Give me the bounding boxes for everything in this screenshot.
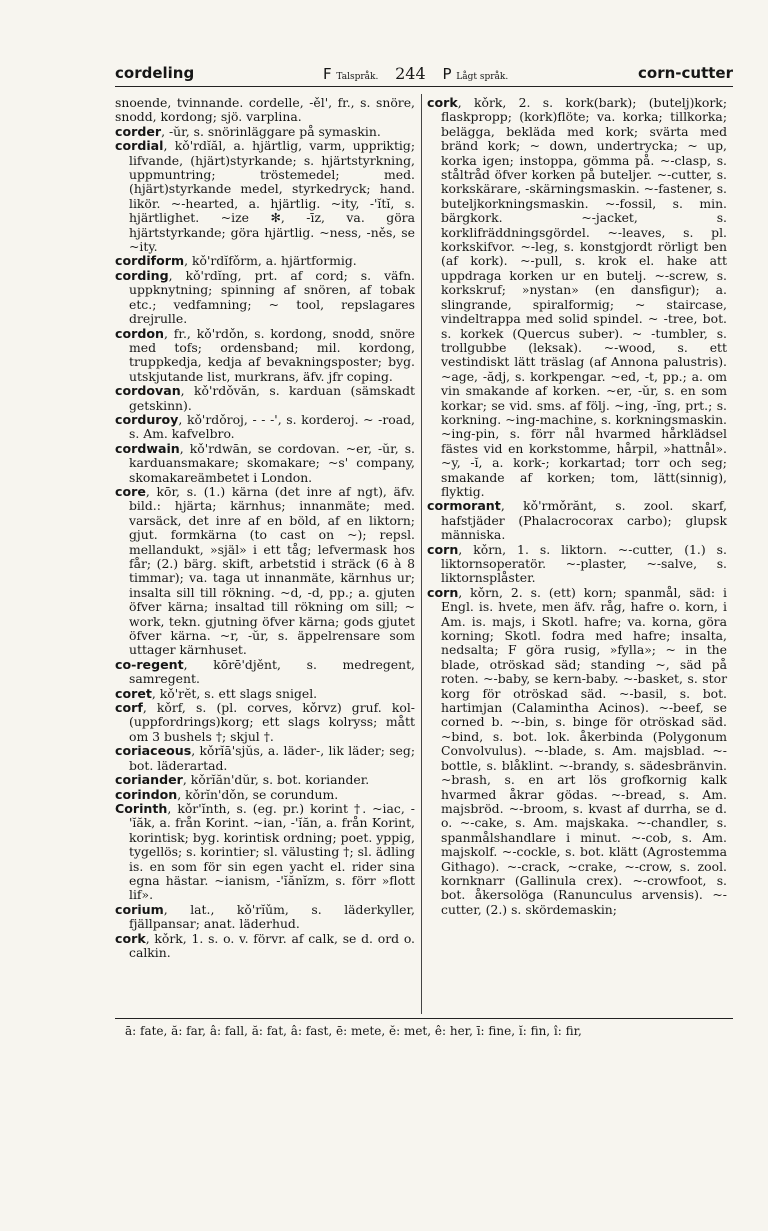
headword: cordial xyxy=(115,138,164,154)
page-header xyxy=(115,60,733,87)
dictionary-entry: corindon, kǒrĭn'dǒn, se corundum. xyxy=(115,786,339,802)
right-column xyxy=(427,96,727,917)
headword: cordovan xyxy=(115,383,181,399)
dictionary-entry: cordon, fr., kǒ'rdǒn, s. kordong, snodd, snöre med tofs; ordensband; mil. kordong, truppkedja, kedja af bevakningsposter; byg. utskjutande list, murkrans, äfv. jfr coping. xyxy=(115,325,415,384)
headword: cordwain xyxy=(115,440,180,456)
headword: corium xyxy=(115,901,164,917)
headword: cork xyxy=(427,95,458,110)
column-divider xyxy=(421,94,422,1014)
dictionary-entry: Corinth, kǒr'ĭnth, s. (eg. pr.) korint †. ~iac, -'ĭăk, a. från Korint. ~ian, -'ĭăn, a. från Korint, korintisk; byg. korintisk ordning; poet. yppig, tygellös; s. korintier; sl. välusting †; sl. ädling is. en som för sin egen yacht el. rider sina egna hästar. ~ianism, -'ĭănĭzm, s. förr »flott lif». xyxy=(115,800,415,903)
headword: corindon xyxy=(115,786,178,802)
legend-label-lagt-sprak: Lågt språk. xyxy=(456,72,509,82)
dictionary-entry: cording, kǒ'rdĭng, prt. af cord; s. väfn. uppknytning; spinning af snören, af tobak etc.; vedfamning; ~ tool, repslagares drejrulle. xyxy=(115,267,415,327)
header-legend xyxy=(323,64,508,83)
dictionary-entry: cork, kǒrk, 1. s. o. v. förvr. af calk, se d. ord o. calkin. xyxy=(115,930,415,960)
dictionary-entry: corium, lat., kǒ'rĭǔm, s. läderkyller, fjällpansar; anat. läderhud. xyxy=(115,901,415,932)
headword: coriaceous xyxy=(115,743,192,759)
pronunciation-key: ā: fate, ă: far, â: fall, ă: fat, â: fast, ē: mete, ĕ: met, ê: her, ī: fine, ĭ: fin, î: fir, xyxy=(125,1024,582,1038)
dictionary-entry: coret, kǒ'rĕt, s. ett slags snigel. xyxy=(115,685,318,701)
dictionary-entry: coriaceous, kǒrĭā'sjŭs, a. läder-, lik läder; seg; bot. läderartad. xyxy=(115,743,415,773)
dictionary-entry: core, kōr, s. (1.) kärna (det inre af ngt), äfv. bild.: hjärta; kärnhus; innanmäte; med. varsäck, det inre af en böld, af en liktorn; gjut. formkärna (to cast on ~); repsl. mellandukt, »själ» i ett tåg; lefvermask hos får; (2.) bärg. skift, arbetstid i sträck (6 à 8 timmar); va. taga ut innanmäte, kärnhus ur; insalta sill till rökning. ~d, -d, pp.; a. gjuten öfver kärna; insaltad till rökning om sill; ~ work, tekn. gjutning öfver kärna; gods gjutet öfver kärna. ~r, -ŭr, s. äppelrensare som uttager kärnhuset. xyxy=(115,483,415,658)
headword: corduroy xyxy=(115,411,179,427)
headword: cork xyxy=(115,930,146,946)
headword: cormorant xyxy=(427,498,501,514)
page-number: 244 xyxy=(395,64,426,83)
dictionary-entry: cormorant, kǒ'rmǒrănt, s. zool. skarf, hafstjäder (Phalacrocorax carbo); glupsk människa. xyxy=(427,498,727,543)
legend-letter-f: F xyxy=(323,65,332,83)
dictionary-entry: cordial, kǒ'rdĭăl, a. hjärtlig, varm, uppriktig; lifvande, (hjärt)styrkande; s. hjärtstyrkning, uppmuntring; tröstemedel; med. (hjärt)styrkande medel, styrkedryck; hand. likör. ~-hearted, a. hjärtlig. ~ity, -'ĭtĭ, s. hjärtlighet. ~ize ✻, -īz, va. göra hjärtstyrkande; göra hjärtlig. ~ness, -něs, se ~ity. xyxy=(115,138,415,255)
guide-word-right: corn-cutter xyxy=(638,64,733,82)
dictionary-entry: corn, kǒrn, 1. s. liktorn. ~-cutter, (1.) s. liktornsoperatör. ~-plaster, ~-salve, s. liktornsplåster. xyxy=(427,541,727,586)
dictionary-entry: coriander, kǒrĭăn'dŭr, s. bot. koriander. xyxy=(115,772,370,788)
headword: corn xyxy=(427,541,459,557)
headword: co-regent xyxy=(115,656,184,672)
left-column xyxy=(115,96,415,960)
headword: cording xyxy=(115,267,169,283)
dictionary-entry: corduroy, kǒ'rdǒroj, - - -', s. korderoj. ~ -road, s. Am. kafvelbro. xyxy=(115,411,415,442)
dictionary-entry: snoende, tvinnande. cordelle, -ěl', fr., s. snöre, snodd, kordong; sjö. varplina. xyxy=(115,95,415,125)
headword: coriander xyxy=(115,772,183,788)
dictionary-entry: corf, kǒrf, s. (pl. corves, kǒrvz) gruf. kol- (uppfordrings)korg; ett slags kolryss; mått om 3 bushels †; skjul †. xyxy=(115,700,415,744)
headword: cordon xyxy=(115,325,164,341)
headword: Corinth xyxy=(115,800,168,816)
legend-label-talsprak: Talspråk. xyxy=(336,72,379,82)
footer-rule xyxy=(115,1018,733,1019)
dictionary-entry: cordiform, kǒ'rdĭfǒrm, a. hjärtformig. xyxy=(115,253,357,269)
headword: corf xyxy=(115,700,143,716)
headword: cordiform xyxy=(115,253,185,269)
dictionary-entry: cordovan, kǒ'rdǒvăn, s. karduan (sämskadt getskinn). xyxy=(115,383,415,413)
dictionary-entry: cordwain, kǒ'rdwān, se cordovan. ~er, -ŭr, s. karduansmakare; skomakare; ~s' company, skomakareämbetet i London. xyxy=(115,440,415,485)
dictionary-entry: co-regent, kōrē'djěnt, s. medregent, samregent. xyxy=(115,656,415,687)
headword: corder xyxy=(115,123,162,139)
legend-letter-p: P xyxy=(442,65,452,83)
dictionary-entry: cork, kǒrk, 2. s. kork(bark); (butelj)kork; flaskpropp; (kork)flöte; va. korka; tillkorka; belägga, beklädа med kork; svärta med bränd kork; ~ down, undertrycka; ~ up, korka igen; instoppa, gömma på. ~-clasp, s. ståltråd öfver korken på buteljer. ~-cutter, s. korkskärare, -skärningsmaskin. ~-fastener, s. buteljkorkningsmaskin. ~-fossil, s. min. bärgkork. ~-jacket, s. korklifräddningsgördel. ~-leaves, s. pl. korkskifvor. ~-leg, s. konstgjordt rörligt ben (af kork). ~-pull, s. krok el. hake att uppdraga korken ur en butelj. ~-screw, s. korkskruf; »nystan» (en dansfigur); a. slingrande, spiralformig; ~ staircase, vindeltrappa med solid spindel. ~ -tree, bot. s. korkek (Quercus suber). ~ -tumbler, s. trollgubbe (leksak). ~-wood, s. ett vestindiskt lätt träslag (af Annona palustris). ~age, -ădj, s. korkpengar. ~ed, -t, pp.; a. om vin smakande af korken. ~er, -ŭr, s. en som korkar; se vid. sms. af följ. ~ing, -ĭng, prt.; s. korkning. ~ing-machine, s. korkningsmaskin. ~ing-pin, s. förr nål hvarmed hårklädsel fästes vid en korkstomme, hårpil, »hattnål». ~y, -ĭ, a. kork-; korkartad; torr och seg; smakande af korken; tom, lätt(sinnig), flyktig. xyxy=(427,95,727,499)
headword: corn xyxy=(427,584,459,600)
dictionary-entry: corn, kǒrn, 2. s. (ett) korn; spanmål, säd: i Engl. is. hvete, men äfv. råg, hafre o. korn, i Am. is. majs, i Skotl. hafre; va. korna, göra korning; Skotl. fodra med hafre; insalta, nedsalta; F göra rusig, »fylla»; ~ in the blade, otröskad säd; standing ~, säd på roten. ~-baby, se kern-baby. ~-basket, s. stor korg för otröskad säd. ~-basil, s. bot. hartimjan (Calamintha Acinos). ~-beef, se corned b. ~-bin, s. binge för otröskad säd. ~bind, s. bot. lok. åkerbinda (Polygonum Convolvulus). ~-blade, s. Am. majsblad. ~-bottle, s. blåklint. ~-brandy, s. sädesbränvin. ~brash, s. en art lös grofkornig kalk hvarmed åkrar gödas. ~-bread, s. Am. majsbröd. ~-broom, s. kvast af durrha, se d. o. ~-cake, s. Am. majskaka. ~-chandler, s. spanmålshandlare i minut. ~-cob, s. Am. majskolf. ~-cockle, s. bot. klätt (Agrostemma Githago). ~-crack, ~crake, ~-crow, s. zool. kornknarr (Gallinula crex). ~-crowfoot, s. bot. åkersolöga (Ranunculus arvensis). ~-cutter, (2.) s. skördemaskin; xyxy=(427,584,727,917)
dictionary-entry: corder, -ŭr, s. snörinläggare på symaskin. xyxy=(115,123,381,139)
guide-word-left: cordeling xyxy=(115,64,195,82)
headword: core xyxy=(115,483,146,499)
headword: coret xyxy=(115,685,152,701)
